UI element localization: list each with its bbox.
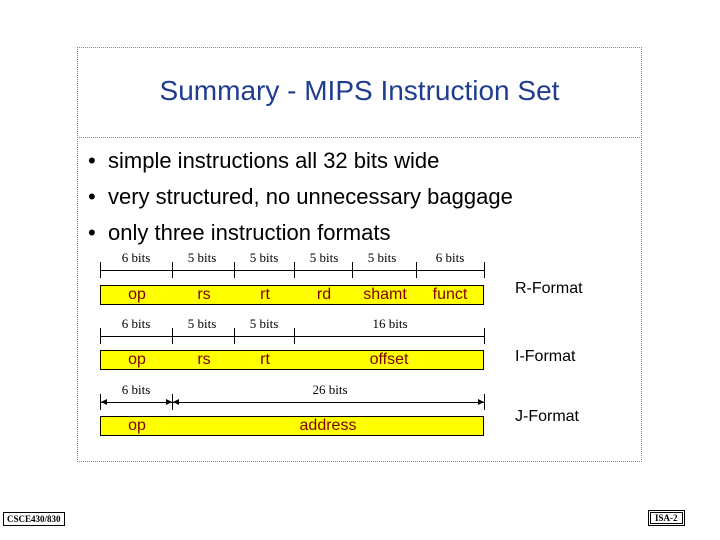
i-tick	[294, 328, 295, 344]
i-format-fields	[100, 350, 484, 370]
j-arrow-right-icon	[478, 399, 484, 405]
j-format-label: J-Format	[515, 408, 579, 425]
i-tick	[172, 328, 173, 344]
r-field-op: op	[128, 286, 146, 303]
r-format-label: R-Format	[515, 280, 583, 297]
r-field-funct: funct	[432, 286, 468, 303]
r-tick	[352, 262, 353, 278]
i-tick	[234, 328, 235, 344]
course-code-label: CSCE430/830	[3, 512, 65, 526]
r-field-rd: rd	[316, 286, 332, 303]
r-tick	[100, 262, 101, 278]
r-width-label-rd: 5 bits	[309, 250, 339, 265]
r-field-shamt: shamt	[363, 286, 407, 303]
i-width-label-offset: 16 bits	[372, 316, 408, 331]
i-tick	[484, 328, 485, 344]
r-width-label-funct: 6 bits	[435, 250, 465, 265]
i-width-label-rt: 5 bits	[249, 316, 279, 331]
i-field-op: op	[128, 351, 146, 368]
j-width-label-address: 26 bits	[312, 382, 348, 397]
bullet-item	[88, 215, 513, 251]
r-tick	[234, 262, 235, 278]
i-field-offset: offset	[369, 351, 409, 368]
r-tick	[294, 262, 295, 278]
i-dimension-line	[100, 336, 484, 337]
bullet-dot: •	[88, 184, 96, 209]
r-width-label-rs: 5 bits	[187, 250, 217, 265]
slide-number-label: ISA-2	[648, 510, 685, 526]
bullet-list	[88, 143, 513, 251]
r-tick	[172, 262, 173, 278]
j-arrow-left-icon	[101, 399, 107, 405]
bullet-text: simple instructions all 32 bits wide	[108, 148, 440, 173]
bullet-dot: •	[88, 148, 96, 173]
r-field-rt: rt	[260, 286, 270, 303]
i-field-rt: rt	[260, 351, 270, 368]
bullet-item	[88, 143, 513, 179]
r-tick	[416, 262, 417, 278]
r-width-label-shamt: 5 bits	[367, 250, 397, 265]
bullet-dot: •	[88, 220, 96, 245]
r-width-label-rt: 5 bits	[249, 250, 279, 265]
title-divider	[77, 137, 642, 138]
j-field-address: address	[299, 417, 357, 434]
j-arrow-right-icon	[166, 399, 172, 405]
r-width-label-op: 6 bits	[121, 250, 151, 265]
i-width-label-rs: 5 bits	[187, 316, 217, 331]
r-format-fields	[100, 285, 484, 305]
r-field-rs: rs	[197, 286, 211, 303]
j-arrow-left-icon	[173, 399, 179, 405]
i-field-rs: rs	[197, 351, 211, 368]
j-format-fields	[100, 416, 484, 436]
bullet-text: very structured, no unnecessary baggage	[108, 184, 513, 209]
r-dimension-line	[100, 270, 484, 271]
slide-title: Summary - MIPS Instruction Set	[159, 75, 560, 106]
i-width-label-op: 6 bits	[121, 316, 151, 331]
bullet-item	[88, 179, 513, 215]
r-tick	[484, 262, 485, 278]
j-field-op: op	[128, 417, 146, 434]
bullet-text: only three instruction formats	[108, 220, 391, 245]
j-tick	[484, 394, 485, 410]
i-tick	[100, 328, 101, 344]
i-format-label: I-Format	[515, 348, 576, 365]
j-width-label-op: 6 bits	[121, 382, 151, 397]
j-dimension-line	[100, 402, 484, 403]
